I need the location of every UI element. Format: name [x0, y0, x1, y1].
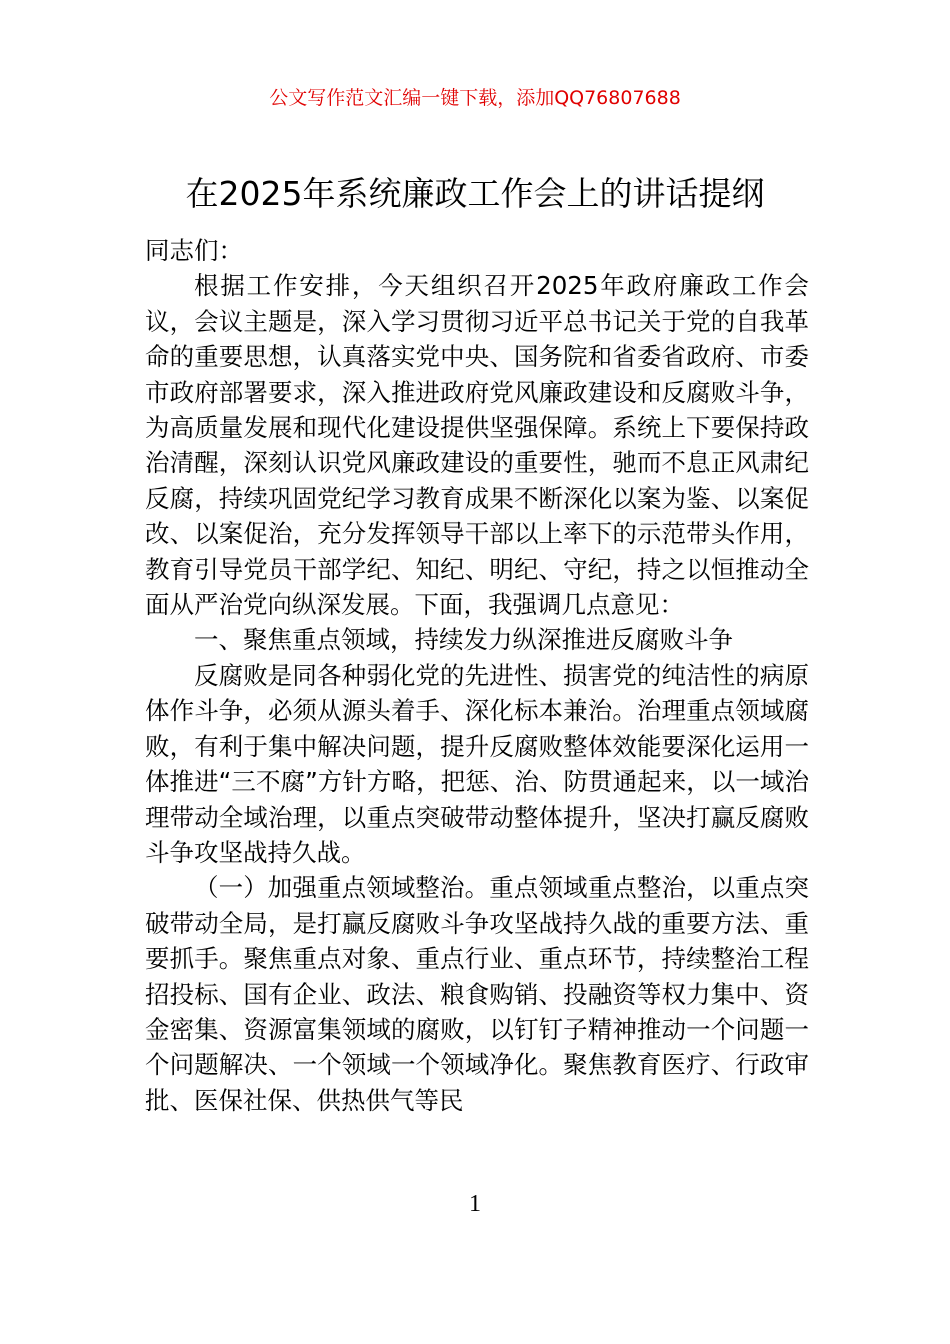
paragraph-anticorruption: 反腐败是同各种弱化党的先进性、损害党的纯洁性的病原体作斗争，必须从源头着手、深化标本兼治。治理重点领域腐败，有利于集中解决问题，提升反腐败整体效能要深化运用一体推进“三不腐”方针方略，把惩、治、防贯通起来，以一域治理带动全域治理，以重点突破带动整体提升，坚决打赢反腐败斗争攻坚战持久战。: [145, 660, 809, 867]
document-title: 在2025年系统廉政工作会上的讲话提纲: [185, 174, 765, 213]
paragraph-key-areas: （一）加强重点领域整治。重点领域重点整治，以重点突破带动全局，是打赢反腐败斗争攻坚战持久战的重要方法、重要抓手。聚焦重点对象、重点行业、重点环节，持续整治工程招投标、国有企业、政法、粮食购销、投融资等权力集中、资金密集、资源富集领域的腐败，以钉钉子精神推动一个问题一个问题解决、一个领域一个领域净化。聚焦教育医疗、行政审批、医保社保、供热供气等民: [145, 873, 809, 1115]
promo-banner: 公文写作范文汇编一键下载，添加QQ76807688: [269, 87, 681, 109]
page-number: 1: [469, 1191, 481, 1217]
salutation: 同志们：: [145, 236, 243, 265]
paragraph-intro: 根据工作安排，今天组织召开2025年政府廉政工作会议，会议主题是，深入学习贯彻习近平总书记关于党的自我革命的重要思想，认真落实党中央、国务院和省委省政府、市委市政府部署要求，深入推进政府党风廉政建设和反腐败斗争，为高质量发展和现代化建设提供坚强保障。系统上下要保持政治清醒，深刻认识党风廉政建设的重要性，驰而不息正风肃纪反腐，持续巩固党纪学习教育成果不断深化以案为鉴、以案促改、以案促治，充分发挥领导干部以上率下的示范带头作用，教育引导党员干部学纪、知纪、明纪、守纪，持之以恒推动全面从严治党向纵深发展。下面，我强调几点意见：: [145, 271, 809, 620]
document-body: [145, 233, 809, 1118]
section-heading-1: 一、聚焦重点领域，持续发力纵深推进反腐败斗争: [194, 625, 733, 655]
